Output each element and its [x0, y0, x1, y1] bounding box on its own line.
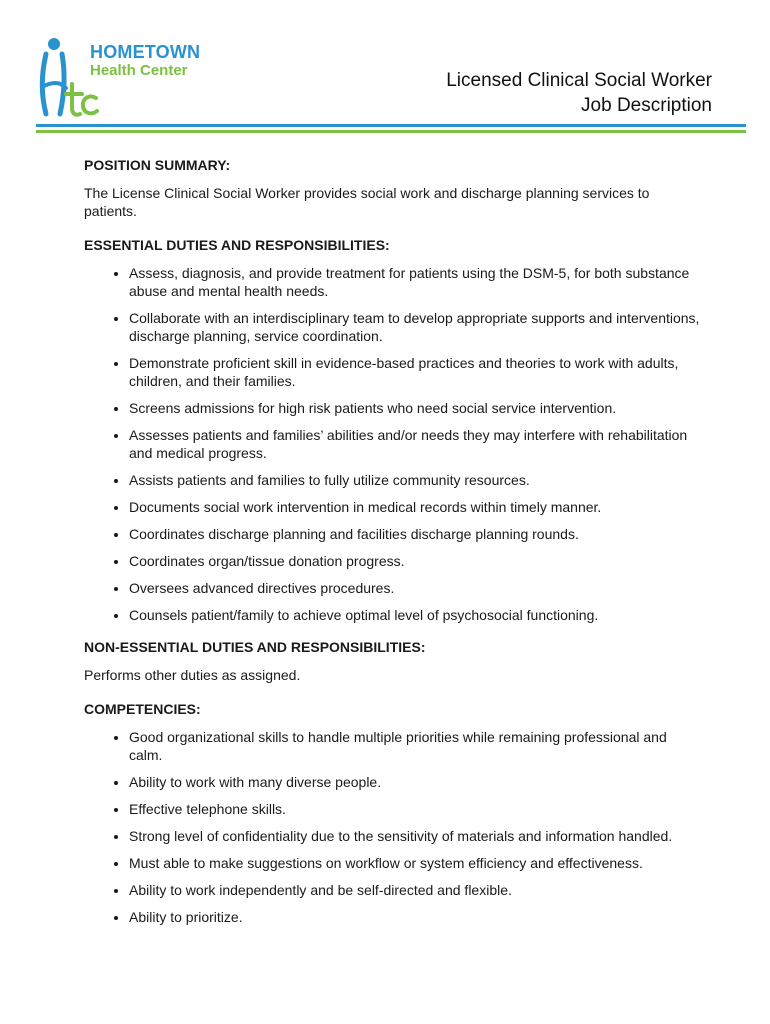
list-item: • Must able to make suggestions on workflow or system efficiency and effectiveness. — [129, 854, 704, 872]
logo — [36, 36, 236, 121]
document-title — [446, 68, 712, 118]
list-item: • Ability to work independently and be self-directed and flexible. — [129, 881, 704, 899]
logo-text-hometown: HOMETOWN — [90, 42, 201, 62]
title-line-2: Job Description — [581, 95, 712, 116]
header-rule-green — [36, 130, 746, 133]
list-item: • Effective telephone skills. — [129, 800, 704, 818]
document-body — [84, 156, 704, 940]
list-item: • Ability to work with many diverse people. — [129, 773, 704, 791]
title-line-1: Licensed Clinical Social Worker — [446, 70, 712, 91]
competencies-list — [84, 728, 704, 926]
section-heading-summary: POSITION SUMMARY: — [84, 157, 231, 173]
list-item: • Assists patients and families to fully utilize community resources. — [129, 471, 704, 489]
logo-text-health-center: Health Center — [90, 62, 188, 79]
section-heading-nonessential: NON-ESSENTIAL DUTIES AND RESPONSIBILITIES: — [84, 639, 426, 655]
list-item: • Oversees advanced directives procedures. — [129, 579, 704, 597]
list-item: • Good organizational skills to handle multiple priorities while remaining professional and calm. — [129, 728, 704, 764]
list-item: • Demonstrate proficient skill in evidence-based practices and theories to work with adults, children, and their families. — [129, 354, 704, 390]
list-item: • Counsels patient/family to achieve optimal level of psychosocial functioning. — [129, 606, 704, 624]
list-item: • Assesses patients and families’ abilities and/or needs they may interfere with rehabilitation and medical progress. — [129, 426, 704, 462]
header-rule-blue — [36, 124, 746, 127]
list-item: • Coordinates organ/tissue donation progress. — [129, 552, 704, 570]
list-item: • Documents social work intervention in medical records within timely manner. — [129, 498, 704, 516]
section-heading-essential: ESSENTIAL DUTIES AND RESPONSIBILITIES: — [84, 237, 390, 253]
list-item: • Screens admissions for high risk patients who need social service intervention. — [129, 399, 704, 417]
list-item: • Ability to prioritize. — [129, 908, 704, 926]
summary-text: The License Clinical Social Worker provides social work and discharge planning services to patients. — [84, 185, 650, 219]
list-item: • Collaborate with an interdisciplinary team to develop appropriate supports and interventions, discharge planning, service coordination. — [129, 309, 704, 345]
essential-duties-list — [84, 264, 704, 624]
list-item: • Assess, diagnosis, and provide treatment for patients using the DSM-5, for both substance abuse and mental health needs. — [129, 264, 704, 300]
list-item: • Coordinates discharge planning and facilities discharge planning rounds. — [129, 525, 704, 543]
nonessential-text: Performs other duties as assigned. — [84, 667, 301, 683]
list-item: • Strong level of confidentiality due to the sensitivity of materials and information handled. — [129, 827, 704, 845]
section-heading-competencies: COMPETENCIES: — [84, 701, 201, 717]
